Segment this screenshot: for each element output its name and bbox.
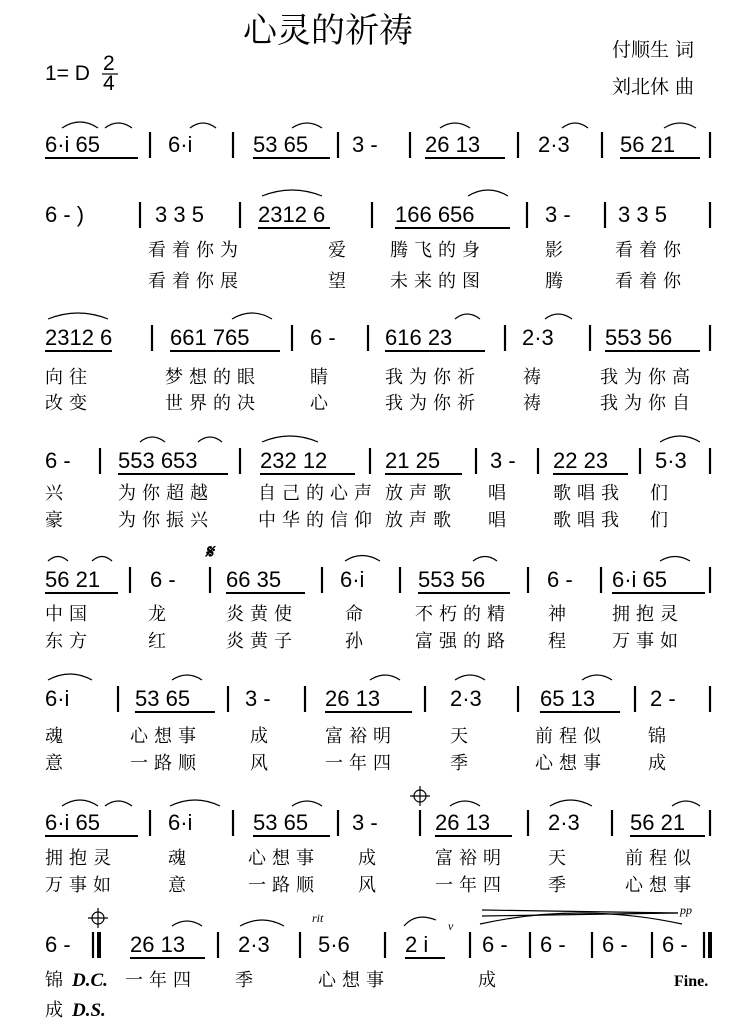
- slur: [292, 123, 322, 128]
- slur: [550, 800, 592, 806]
- lyric-verse-2: 祷: [523, 393, 547, 414]
- score-row-2: [45, 190, 710, 292]
- lyric-verse-1: 我为你祈: [385, 367, 481, 388]
- lyric-verse-1: 向往: [45, 367, 93, 388]
- measure-notes: 2·3: [450, 686, 482, 711]
- lyric-verse-1: 腾飞的身: [390, 240, 486, 261]
- lyric-verse-2: 季: [548, 875, 572, 896]
- final-double-bar: [93, 932, 99, 958]
- measure-notes: 26 13: [435, 810, 491, 835]
- lyric-verse-2: 未来的图: [390, 271, 486, 292]
- lyric-verse-2: 唱: [488, 510, 512, 531]
- lyric-verse-2: 成: [648, 753, 672, 774]
- lyric-verse-1: 自己的心声: [258, 483, 378, 504]
- lyric-verse-2: 歌唱我: [553, 510, 625, 531]
- lyric-verse-1: 看着你: [615, 240, 687, 261]
- lyric-verse-1: 炎黄使: [226, 604, 298, 625]
- measure-notes: 6 -: [540, 932, 566, 957]
- measure-notes: 6 -: [602, 932, 628, 957]
- measure-notes: 6·i: [168, 810, 193, 835]
- lyric-verse-1: 放声歌: [385, 483, 457, 504]
- lyric-verse-1: 们: [650, 483, 674, 504]
- measure-notes: 53 65: [135, 686, 191, 711]
- measure-notes: 26 13: [425, 132, 481, 157]
- measure-notes: 553 56: [605, 325, 673, 350]
- measure-notes: 5·6: [318, 932, 350, 957]
- lyric-verse-1: 魂: [168, 848, 192, 869]
- slur: [105, 801, 132, 806]
- measure-notes: 65 13: [540, 686, 596, 711]
- lyricist-credit: 付顺生 词: [612, 39, 695, 61]
- coda-icon: [410, 786, 430, 806]
- slur: [660, 436, 700, 442]
- lyric-verse-1: 不朽的精: [415, 604, 511, 625]
- measure-notes: 6·i: [45, 686, 70, 711]
- lyric-verse-1: 富裕明: [325, 726, 397, 747]
- measure-notes: 2312 6: [258, 202, 326, 227]
- lyric-verse-2: 炎黄子: [226, 631, 298, 652]
- slur: [92, 557, 112, 562]
- measure-notes: 2·3: [538, 132, 570, 157]
- measure-notes: 26 13: [325, 686, 381, 711]
- slur: [582, 675, 612, 680]
- lyric-verse-2: 改变: [45, 393, 93, 414]
- lyric-verse-1: 魂: [45, 726, 69, 747]
- lyric-verse-1: 心想事: [248, 848, 320, 869]
- measure-notes: 6·i 65: [45, 810, 101, 835]
- slur: [292, 801, 322, 806]
- slur: [62, 800, 98, 806]
- slur: [370, 675, 400, 680]
- measure-notes: 53 65: [253, 810, 309, 835]
- score-row-8: [45, 903, 710, 1021]
- lyric-verse-2: 一路顺: [130, 753, 202, 774]
- final-double-bar: [704, 932, 710, 958]
- slur: [48, 557, 68, 562]
- lyric-verse-1: 成: [478, 970, 502, 991]
- lyric-verse-1: 祷: [523, 367, 547, 388]
- lyric-verse-2: 望: [328, 271, 352, 292]
- measure-notes: 6 -: [45, 448, 71, 473]
- key-signature: 1= D: [45, 62, 90, 85]
- measure-notes: 616 23: [385, 325, 453, 350]
- measure-notes: 3 -: [352, 810, 378, 835]
- lyric-verse-2: 程: [548, 631, 572, 652]
- slur: [172, 675, 202, 680]
- lyric-verse-2: 风: [250, 753, 274, 774]
- slur: [664, 123, 696, 128]
- lyric-verse-2: 东方: [45, 631, 93, 652]
- lyric-verse-1: 拥抱灵: [612, 604, 684, 625]
- lyric-verse-1: 我为你高: [600, 367, 696, 388]
- lyric-verse-2: 看着你: [615, 271, 687, 292]
- fine-mark: Fine.: [674, 973, 709, 990]
- lyric-verse-1: 看着你为: [148, 240, 244, 261]
- measure-notes: 3 -: [490, 448, 516, 473]
- measure-notes: 5·3: [655, 448, 687, 473]
- lyric-verse-1: 为你超越: [118, 483, 214, 504]
- score-row-3: [45, 313, 710, 414]
- time-signature-top: 2: [103, 52, 115, 75]
- slur: [105, 123, 132, 128]
- lyric-verse-2: 放声歌: [385, 510, 457, 531]
- measure-notes: 56 21: [630, 810, 686, 835]
- measure-notes: 26 13: [130, 932, 186, 957]
- lyric-verse-2: 豪: [45, 510, 69, 531]
- lyric-verse-2: 富强的路: [415, 631, 511, 652]
- slur: [190, 123, 216, 128]
- lyric-verse-2: 意: [45, 753, 69, 774]
- lyric-verse-2: 世界的决: [165, 393, 261, 414]
- slur: [455, 314, 480, 319]
- lyric-verse-1: 天: [548, 848, 572, 869]
- lyric-verse-1: 龙: [148, 604, 172, 625]
- measure-notes: 166 656: [395, 202, 475, 227]
- lyric-verse-2: 为你振兴: [118, 510, 214, 531]
- lyric-verse-2: 们: [650, 510, 674, 531]
- lyric-verse-1: 成: [358, 848, 382, 869]
- score-row-5: [45, 542, 710, 652]
- lyric-verse-1: 前程似: [535, 726, 607, 747]
- measure-notes: 2·3: [522, 325, 554, 350]
- slur: [404, 917, 436, 926]
- score-row-6: [45, 674, 710, 774]
- slur: [172, 921, 202, 926]
- measure-notes: 66 35: [226, 567, 282, 592]
- lyric-verse-1: 心想事: [318, 970, 390, 991]
- measure-notes: 3 3 5: [618, 202, 667, 227]
- slur: [562, 123, 588, 128]
- score-row-1: [45, 122, 710, 158]
- slur: [262, 190, 322, 196]
- lyric-verse-2: 万事如: [612, 631, 684, 652]
- lyric-verse-1: 兴: [45, 483, 69, 504]
- slur: [455, 675, 485, 680]
- lyric-verse-2: 一年四: [325, 753, 397, 774]
- measure-notes: 6 -: [547, 567, 573, 592]
- slur: [62, 122, 98, 128]
- lyric-verse-1: 心想事: [130, 726, 202, 747]
- slur: [345, 556, 380, 562]
- lyric-verse-1: 成: [250, 726, 274, 747]
- measure-notes: 6 - ): [45, 202, 85, 227]
- song-title: 心灵的祈祷: [243, 11, 413, 51]
- measure-notes: 2·3: [548, 810, 580, 835]
- measure-notes: 2 i: [405, 932, 429, 957]
- measure-notes: 3 -: [545, 202, 571, 227]
- measure-notes: 661 765: [170, 325, 250, 350]
- lyric-verse-2: 一年四: [435, 875, 507, 896]
- lyric-verse-2: 风: [358, 875, 382, 896]
- lyric-verse-1: 锦: [648, 726, 672, 747]
- lyric-verse-1: 影: [545, 240, 569, 261]
- measure-notes: 6·i: [340, 567, 365, 592]
- measure-notes: 53 65: [253, 132, 309, 157]
- measure-notes: 22 23: [553, 448, 609, 473]
- dal-segno-mark: D.S.: [72, 1000, 106, 1021]
- ritardando-mark: rit: [312, 911, 324, 925]
- slur: [170, 800, 220, 806]
- score-row-7: [45, 786, 710, 896]
- lyric-verse-2: 中华的信仰: [258, 510, 378, 531]
- lyric-verse-1: 梦想的眼: [165, 367, 261, 388]
- measure-notes: 21 25: [385, 448, 441, 473]
- lyric-verse-2: 心想事: [625, 875, 697, 896]
- lyric-verse-2: 一路顺: [248, 875, 320, 896]
- lyric-verse-2: 成: [45, 1000, 69, 1021]
- lyric-verse-2: 季: [450, 753, 474, 774]
- slur: [473, 557, 497, 562]
- coda-icon: [88, 908, 108, 928]
- measure-notes: 6 -: [45, 932, 71, 957]
- measure-notes: 6 -: [662, 932, 688, 957]
- slur: [450, 801, 480, 806]
- measure-notes: 232 12: [260, 448, 328, 473]
- lyric-verse-2: 心: [310, 393, 334, 414]
- measure-notes: 56 21: [45, 567, 101, 592]
- slur: [232, 313, 272, 319]
- lyric-verse-1: 歌唱我: [553, 483, 625, 504]
- lyric-verse-2: 万事如: [45, 875, 117, 896]
- lyric-verse-1: 前程似: [625, 848, 697, 869]
- slur: [240, 920, 284, 926]
- measure-notes: 2 -: [650, 686, 676, 711]
- score-row-4: [45, 436, 710, 531]
- lyric-verse-1: 天: [450, 726, 474, 747]
- measure-notes: 553 56: [418, 567, 486, 592]
- slur: [48, 313, 108, 319]
- measure-notes: 6 -: [150, 567, 176, 592]
- measure-notes: 2·3: [238, 932, 270, 957]
- lyric-verse-2: 我为你祈: [385, 393, 481, 414]
- slur: [48, 674, 92, 680]
- lyric-verse-2: 意: [168, 875, 192, 896]
- lyric-verse-2: 我为你自: [600, 393, 696, 414]
- measure-notes: 6·i: [168, 132, 193, 157]
- measure-notes: 3 3 5: [155, 202, 204, 227]
- slur: [198, 437, 222, 442]
- lyric-verse-1: 睛: [310, 367, 334, 388]
- time-signature-bottom: 4: [103, 72, 115, 95]
- lyric-verse-1: 爱: [328, 240, 352, 261]
- slur: [672, 801, 700, 806]
- lyric-verse-2: 腾: [545, 271, 569, 292]
- lyric-verse-2: 红: [148, 631, 172, 652]
- measure-notes: 6 -: [482, 932, 508, 957]
- measure-notes: 553 653: [118, 448, 198, 473]
- measure-notes: 6 -: [310, 325, 336, 350]
- lyric-verse-1: 命: [345, 604, 369, 625]
- lyric-verse-1: 一年四: [125, 970, 197, 991]
- measure-notes: 56 21: [620, 132, 676, 157]
- slur: [545, 314, 572, 319]
- lyric-verse-1: 唱: [488, 483, 512, 504]
- pianissimo-mark: pp: [680, 903, 692, 917]
- slur: [140, 437, 165, 442]
- lyric-verse-1: 拥抱灵: [45, 848, 117, 869]
- lyric-verse-2: 看着你展: [148, 271, 244, 292]
- lyric-verse-2: 孙: [345, 631, 369, 652]
- lyric-verse-1: 锦: [45, 970, 69, 991]
- slur: [660, 557, 690, 562]
- measure-notes: 2312 6: [45, 325, 113, 350]
- composer-credit: 刘北休 曲: [612, 76, 695, 98]
- measure-notes: 6·i 65: [612, 567, 668, 592]
- lyric-verse-1: 神: [548, 604, 572, 625]
- measure-notes: 3 -: [352, 132, 378, 157]
- lyric-verse-2: 心想事: [535, 753, 607, 774]
- measure-notes: 3 -: [245, 686, 271, 711]
- lyric-verse-1: 中国: [45, 604, 93, 625]
- lyric-verse-1: 季: [235, 970, 259, 991]
- slur: [440, 123, 470, 128]
- da-capo-mark: D.C.: [72, 970, 108, 991]
- lyric-verse-1: 富裕明: [435, 848, 507, 869]
- segno-icon: 𝄋: [205, 542, 214, 563]
- slur: [262, 436, 318, 442]
- breath-mark: v: [448, 919, 454, 933]
- measure-notes: 6·i 65: [45, 132, 101, 157]
- slur: [468, 190, 508, 196]
